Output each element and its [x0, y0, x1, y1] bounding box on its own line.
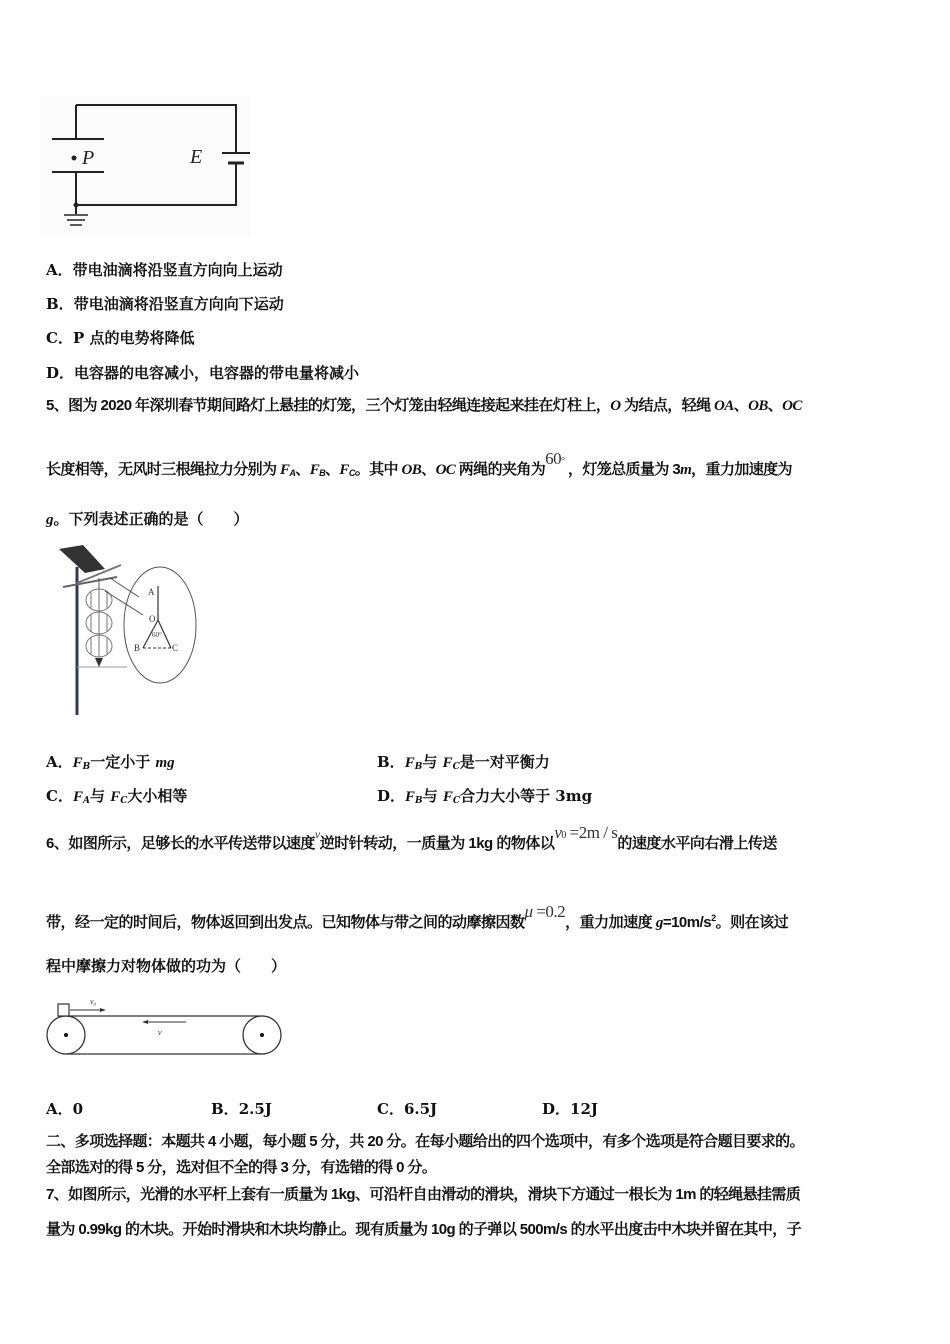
q5-options-2-f2: F	[110, 789, 121, 805]
option-text: 带电油滴将沿竖直方向向下运动	[73, 295, 284, 313]
q5-options-2-post: 大小相等	[127, 787, 188, 805]
q6-options-3-letter: D．	[542, 1100, 571, 1118]
q4-option-c[interactable]	[46, 328, 194, 348]
option-letter: C．	[46, 329, 73, 347]
q6-line2-b: ，重力加速度	[565, 914, 656, 931]
q5-m: m	[680, 462, 692, 478]
q7-stem-line2: 量为 0.99kg 的木块。开始时滑块和木块均静止。现有质量为 10g 的子弹以 500m/s 的水平出度击中木块并留在其中，子	[46, 1221, 802, 1238]
label-a: A	[148, 587, 155, 597]
q6-v0: v	[554, 823, 562, 842]
oil-drop-point	[72, 156, 77, 161]
q6-option-d[interactable]	[542, 1099, 598, 1119]
q5-options-3-letter: D．	[377, 787, 406, 805]
label-v0: v₀	[90, 997, 97, 1006]
option-text: 电容器的电容减小，电容器的带电量将减小	[74, 364, 360, 382]
q6-line2-sup: 2	[711, 913, 716, 923]
q5-sep: 、	[421, 461, 436, 478]
q6-options-0-text: 0	[72, 1100, 84, 1118]
q5-options-0-mid: 一定小于	[90, 753, 156, 771]
text-span	[315, 827, 320, 841]
q6-mu-eq: =0.2	[532, 902, 566, 921]
q4-option-a[interactable]	[46, 260, 283, 280]
solar-panel	[59, 545, 105, 573]
q5-line1-ob: OB	[748, 398, 768, 414]
q5-line1-b: 为结点，轻绳	[620, 397, 715, 414]
q5-line2-a: 长度相等，无风时三根绳拉力分别为	[46, 461, 280, 478]
q5-options-1-mid: 与	[422, 753, 443, 771]
q5-line1-o: O	[610, 398, 621, 414]
q5-options-2-letter: C．	[46, 787, 73, 805]
q5-stem-line3	[46, 510, 249, 530]
q5-deg: °	[560, 456, 565, 467]
q7-stem-line1: 7、如图所示，光滑的水平杆上套有一质量为 1kg、可沿杆自由滑动的滑块，滑块下方通过一根长为 1m 的轻绳悬挂需质	[46, 1186, 801, 1203]
section2-heading-line2: 全部选对的得 5 分，选对但不全的得 3 分，有选错的得 0 分。	[46, 1159, 437, 1176]
q6-options-0-letter: A．	[46, 1100, 73, 1118]
option-letter: B．	[46, 295, 74, 313]
q6-line2-c: =10m/s	[662, 914, 712, 931]
label-b: B	[134, 643, 141, 653]
q5-line1-sep2: 、	[767, 397, 783, 414]
v0-math	[554, 823, 617, 842]
q5-sub-a: A	[289, 468, 296, 478]
angle-math	[545, 449, 564, 468]
q5-options-2-s2: C	[120, 796, 128, 806]
q5-options-0-letter: A．	[46, 753, 73, 771]
q5-f: F	[309, 462, 320, 478]
q5-options-3-s1: B	[415, 796, 423, 806]
q5-options-1-f2: F	[442, 755, 453, 771]
label-angle: 60°	[152, 631, 162, 639]
q5-line1-a: 5、图为 2020 年深圳春节期间路灯上悬挂的灯笼，三个灯笼由轻绳连接起来挂在灯柱上，	[46, 397, 611, 414]
q5-option-c[interactable]	[46, 786, 187, 811]
q5-angle: 60	[545, 449, 561, 468]
text-span	[64, 1033, 68, 1037]
text-span	[260, 1033, 264, 1037]
q5-stem-line1	[46, 396, 802, 416]
q5-f: F	[339, 462, 349, 478]
q4-option-d[interactable]	[46, 363, 359, 383]
q6-line1-b: 逆时针转动，一质量为 1kg 的物体以	[319, 835, 555, 852]
q5-option-b[interactable]	[377, 752, 550, 777]
q6-v0-eq: =2m / s	[565, 823, 618, 842]
label-v: v	[158, 1028, 162, 1037]
q5-stem-line2	[46, 449, 792, 483]
q6-stem-line2	[46, 902, 789, 933]
option-letter: D．	[46, 364, 75, 382]
q5-option-d[interactable]	[377, 786, 592, 811]
label-o: O	[149, 614, 156, 624]
option-text: P 点的电势将降低	[72, 329, 195, 347]
q6-options-2-text: 6.5J	[403, 1100, 438, 1118]
q4-option-b[interactable]	[46, 294, 284, 314]
section2-heading-line1: 二、多项选择题：本题共 4 小题，每小题 5 分，共 20 分。在每小题给出的四个选项中，有多个选项是符合题目要求的。	[46, 1133, 804, 1150]
option-letter: A．	[46, 261, 73, 279]
q6-line2-d: 。则在该过	[715, 914, 789, 931]
lantern-lamp-post-figure	[55, 545, 205, 720]
q5-options-3-f2: F	[442, 789, 453, 805]
q5-options-2-mid: 与	[89, 787, 111, 805]
q5-f: F	[279, 462, 290, 478]
q6-stem-line3	[46, 957, 286, 977]
q5-sub-b: B	[319, 468, 326, 478]
q6-stem-line1	[46, 823, 777, 856]
block-object	[58, 1004, 69, 1016]
q5-options-0-f1: F	[72, 755, 83, 771]
q5-line1-oa: OA	[714, 398, 734, 414]
q6-mu: μ	[524, 902, 533, 921]
mu-math	[525, 902, 566, 921]
q6-line1-c: 的速度水平向右滑上传送	[617, 835, 777, 852]
capacitor-circuit-figure	[40, 96, 250, 236]
q5-line2-d: ，灯笼总质量为 3	[564, 461, 681, 478]
q5-options-1-s1: B	[414, 762, 423, 772]
text-span	[110, 578, 139, 597]
q5-line2-b: 。其中	[354, 461, 402, 478]
lantern-stack	[86, 589, 112, 657]
q6-line3: 程中摩擦力对物体做的功为（ ）	[46, 958, 287, 975]
q6-options-3-text: 12J	[570, 1100, 598, 1118]
q5-line2-c: 两绳的夹角为	[455, 461, 546, 478]
q5-sep: 、	[325, 461, 340, 478]
q5-options-3-post: 合力大小等于 3mg	[460, 787, 593, 805]
q5-sub-c: C	[348, 468, 355, 478]
label-e: E	[190, 146, 203, 168]
arrow-right-icon	[100, 1008, 106, 1012]
q5-options-0-s1: B	[82, 762, 91, 772]
label-p: P	[82, 147, 95, 169]
q5-options-1-letter: B．	[377, 753, 405, 771]
option-text: 带电油滴将沿竖直方向向上运动	[72, 261, 283, 279]
q5-options-1-post: 是一对平衡力	[459, 753, 550, 771]
text-span	[95, 658, 103, 667]
q5-option-a[interactable]	[46, 752, 175, 777]
q5-line1-sep1: 、	[733, 397, 749, 414]
q5-options-3-f1: F	[405, 789, 416, 805]
q5-ob: OB	[401, 462, 422, 478]
q5-options-3-s2: C	[452, 796, 461, 806]
q5-options-2-s1: A	[82, 796, 90, 806]
q6-option-a[interactable]	[46, 1099, 83, 1119]
text-span	[105, 591, 143, 615]
q5-options-3-mid: 与	[422, 787, 443, 805]
q5-oc: OC	[435, 462, 456, 478]
label-c: C	[172, 643, 179, 653]
q6-options-1-letter: B．	[211, 1100, 239, 1118]
q5-sep: 、	[295, 461, 310, 478]
q6-line2-a: 带，经一定的时间后，物体返回到出发点。已知物体与带之间的动摩擦因数	[46, 914, 525, 931]
q5-line2-e: ，重力加速度为	[691, 461, 792, 478]
q5-options-0-post: mg	[155, 755, 175, 771]
q5-options-1-f1: F	[404, 755, 415, 771]
conveyor-belt-figure	[44, 995, 284, 1059]
q6-option-c[interactable]	[377, 1099, 437, 1119]
q6-options-1-text: 2.5J	[238, 1100, 272, 1118]
arrow-left-icon	[142, 1020, 148, 1024]
q6-v: v	[314, 827, 320, 841]
q6-v0-sub: 0	[561, 830, 566, 841]
q5-line3: 。下列表述正确的是（ ）	[53, 511, 249, 528]
q5-options-1-s2: C	[452, 762, 460, 772]
q5-line3-g: g	[46, 512, 54, 528]
q6-line1-a: 6、如图所示，足够长的水平传送带以速度	[46, 835, 315, 852]
q5-line1-oc: OC	[782, 398, 802, 414]
q6-line2-g: g	[655, 915, 663, 931]
q6-options-2-letter: C．	[377, 1100, 404, 1118]
q6-option-b[interactable]	[211, 1099, 272, 1119]
q5-options-2-f1: F	[72, 789, 83, 805]
